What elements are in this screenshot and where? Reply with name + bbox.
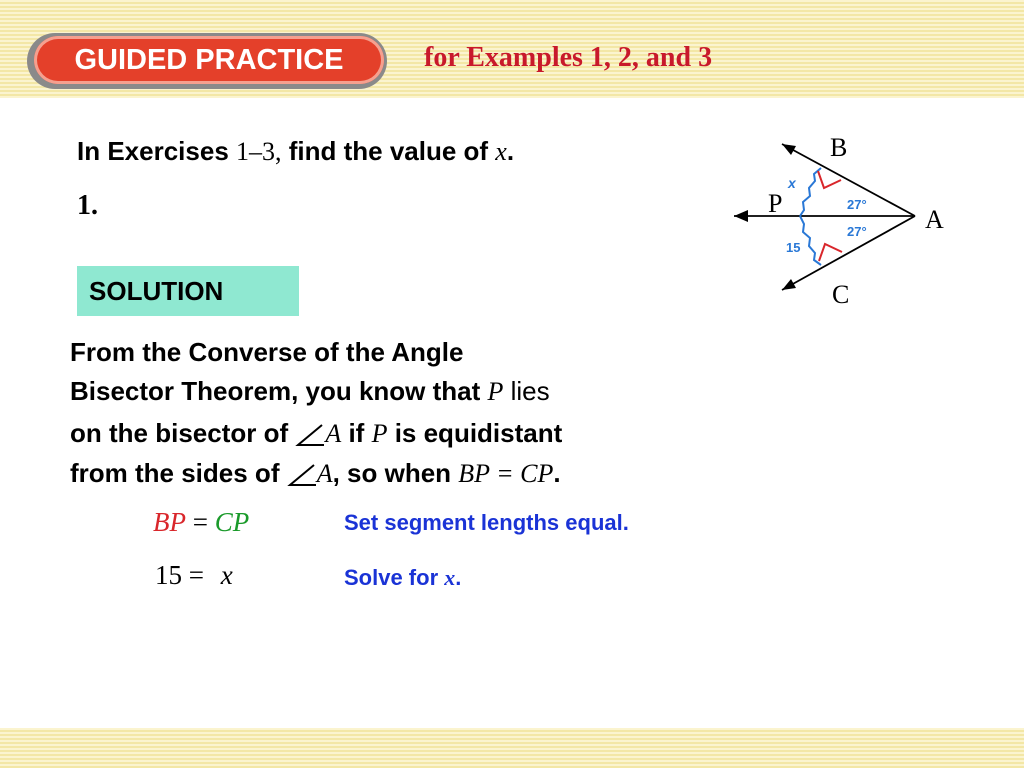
- explanation-text: from the sides of: [70, 458, 287, 488]
- step-1-equation: [153, 507, 249, 538]
- prompt-text-mid: find the value of: [281, 136, 496, 166]
- ray-ab-arrow: [782, 144, 796, 155]
- explanation-angle-a: A: [316, 459, 333, 488]
- exercise-number: 1.: [77, 190, 98, 221]
- step-2-equation: [155, 560, 233, 591]
- solution-label: SOLUTION: [77, 266, 299, 316]
- step-2-equals: =: [188, 560, 204, 590]
- label-15: 15: [786, 240, 801, 255]
- label-a: A: [925, 205, 944, 234]
- step-2-note-end: .: [455, 565, 462, 590]
- explanation-text: Bisector Theorem, you know that: [70, 376, 488, 406]
- explanation-line-2: [70, 376, 550, 407]
- explanation-var-p: P: [487, 377, 504, 406]
- step-2-note-var: x: [444, 565, 456, 590]
- step-2-note: [344, 565, 461, 591]
- angle-bisector-diagram: [720, 128, 960, 308]
- segment-pc: [800, 216, 821, 265]
- prompt-range: 1–3,: [236, 137, 282, 166]
- guided-practice-badge: GUIDED PRACTICE: [34, 36, 384, 84]
- explanation-text: is equidistant: [387, 418, 563, 448]
- label-p: P: [768, 189, 783, 218]
- exercise-prompt: [77, 136, 514, 167]
- step-1-lhs: BP: [153, 507, 186, 537]
- label-b: B: [830, 133, 848, 162]
- segment-pb: [800, 168, 821, 216]
- prompt-text: In Exercises: [77, 136, 236, 166]
- explanation-line-1: From the Converse of the Angle: [70, 337, 464, 367]
- explanation-equation: BP = CP: [458, 459, 554, 488]
- label-x: x: [788, 175, 796, 191]
- footer-band: [0, 728, 1024, 768]
- step-1-rhs: CP: [214, 507, 250, 537]
- explanation-text: on the bisector of: [70, 418, 296, 448]
- label-c: C: [832, 280, 850, 308]
- angle-icon: [287, 463, 317, 487]
- prompt-variable: x: [495, 137, 507, 166]
- explanation-angle-a: A: [325, 419, 342, 448]
- prompt-end: .: [506, 136, 515, 166]
- step-1-equals: =: [192, 507, 208, 537]
- label-angle-top: 27°: [847, 197, 867, 212]
- angle-icon: [295, 423, 325, 447]
- explanation-text: if: [341, 418, 372, 448]
- step-2-note-text: Solve for: [344, 565, 445, 590]
- explanation-text: .: [553, 458, 561, 488]
- step-2-lhs: 15: [155, 560, 182, 590]
- ray-ac-arrow: [782, 279, 796, 290]
- label-angle-bottom: 27°: [847, 224, 867, 239]
- ray-ap-arrow: [734, 210, 748, 222]
- explanation-line-3: [70, 418, 562, 449]
- step-1-note: Set segment lengths equal.: [344, 510, 629, 535]
- step-2-rhs: x: [220, 560, 233, 590]
- explanation-text: , so when: [332, 458, 459, 488]
- explanation-var-p: P: [371, 419, 388, 448]
- explanation-text: lies: [503, 376, 550, 406]
- header-subtitle: for Examples 1, 2, and 3: [424, 42, 713, 73]
- explanation-line-4: [70, 458, 561, 489]
